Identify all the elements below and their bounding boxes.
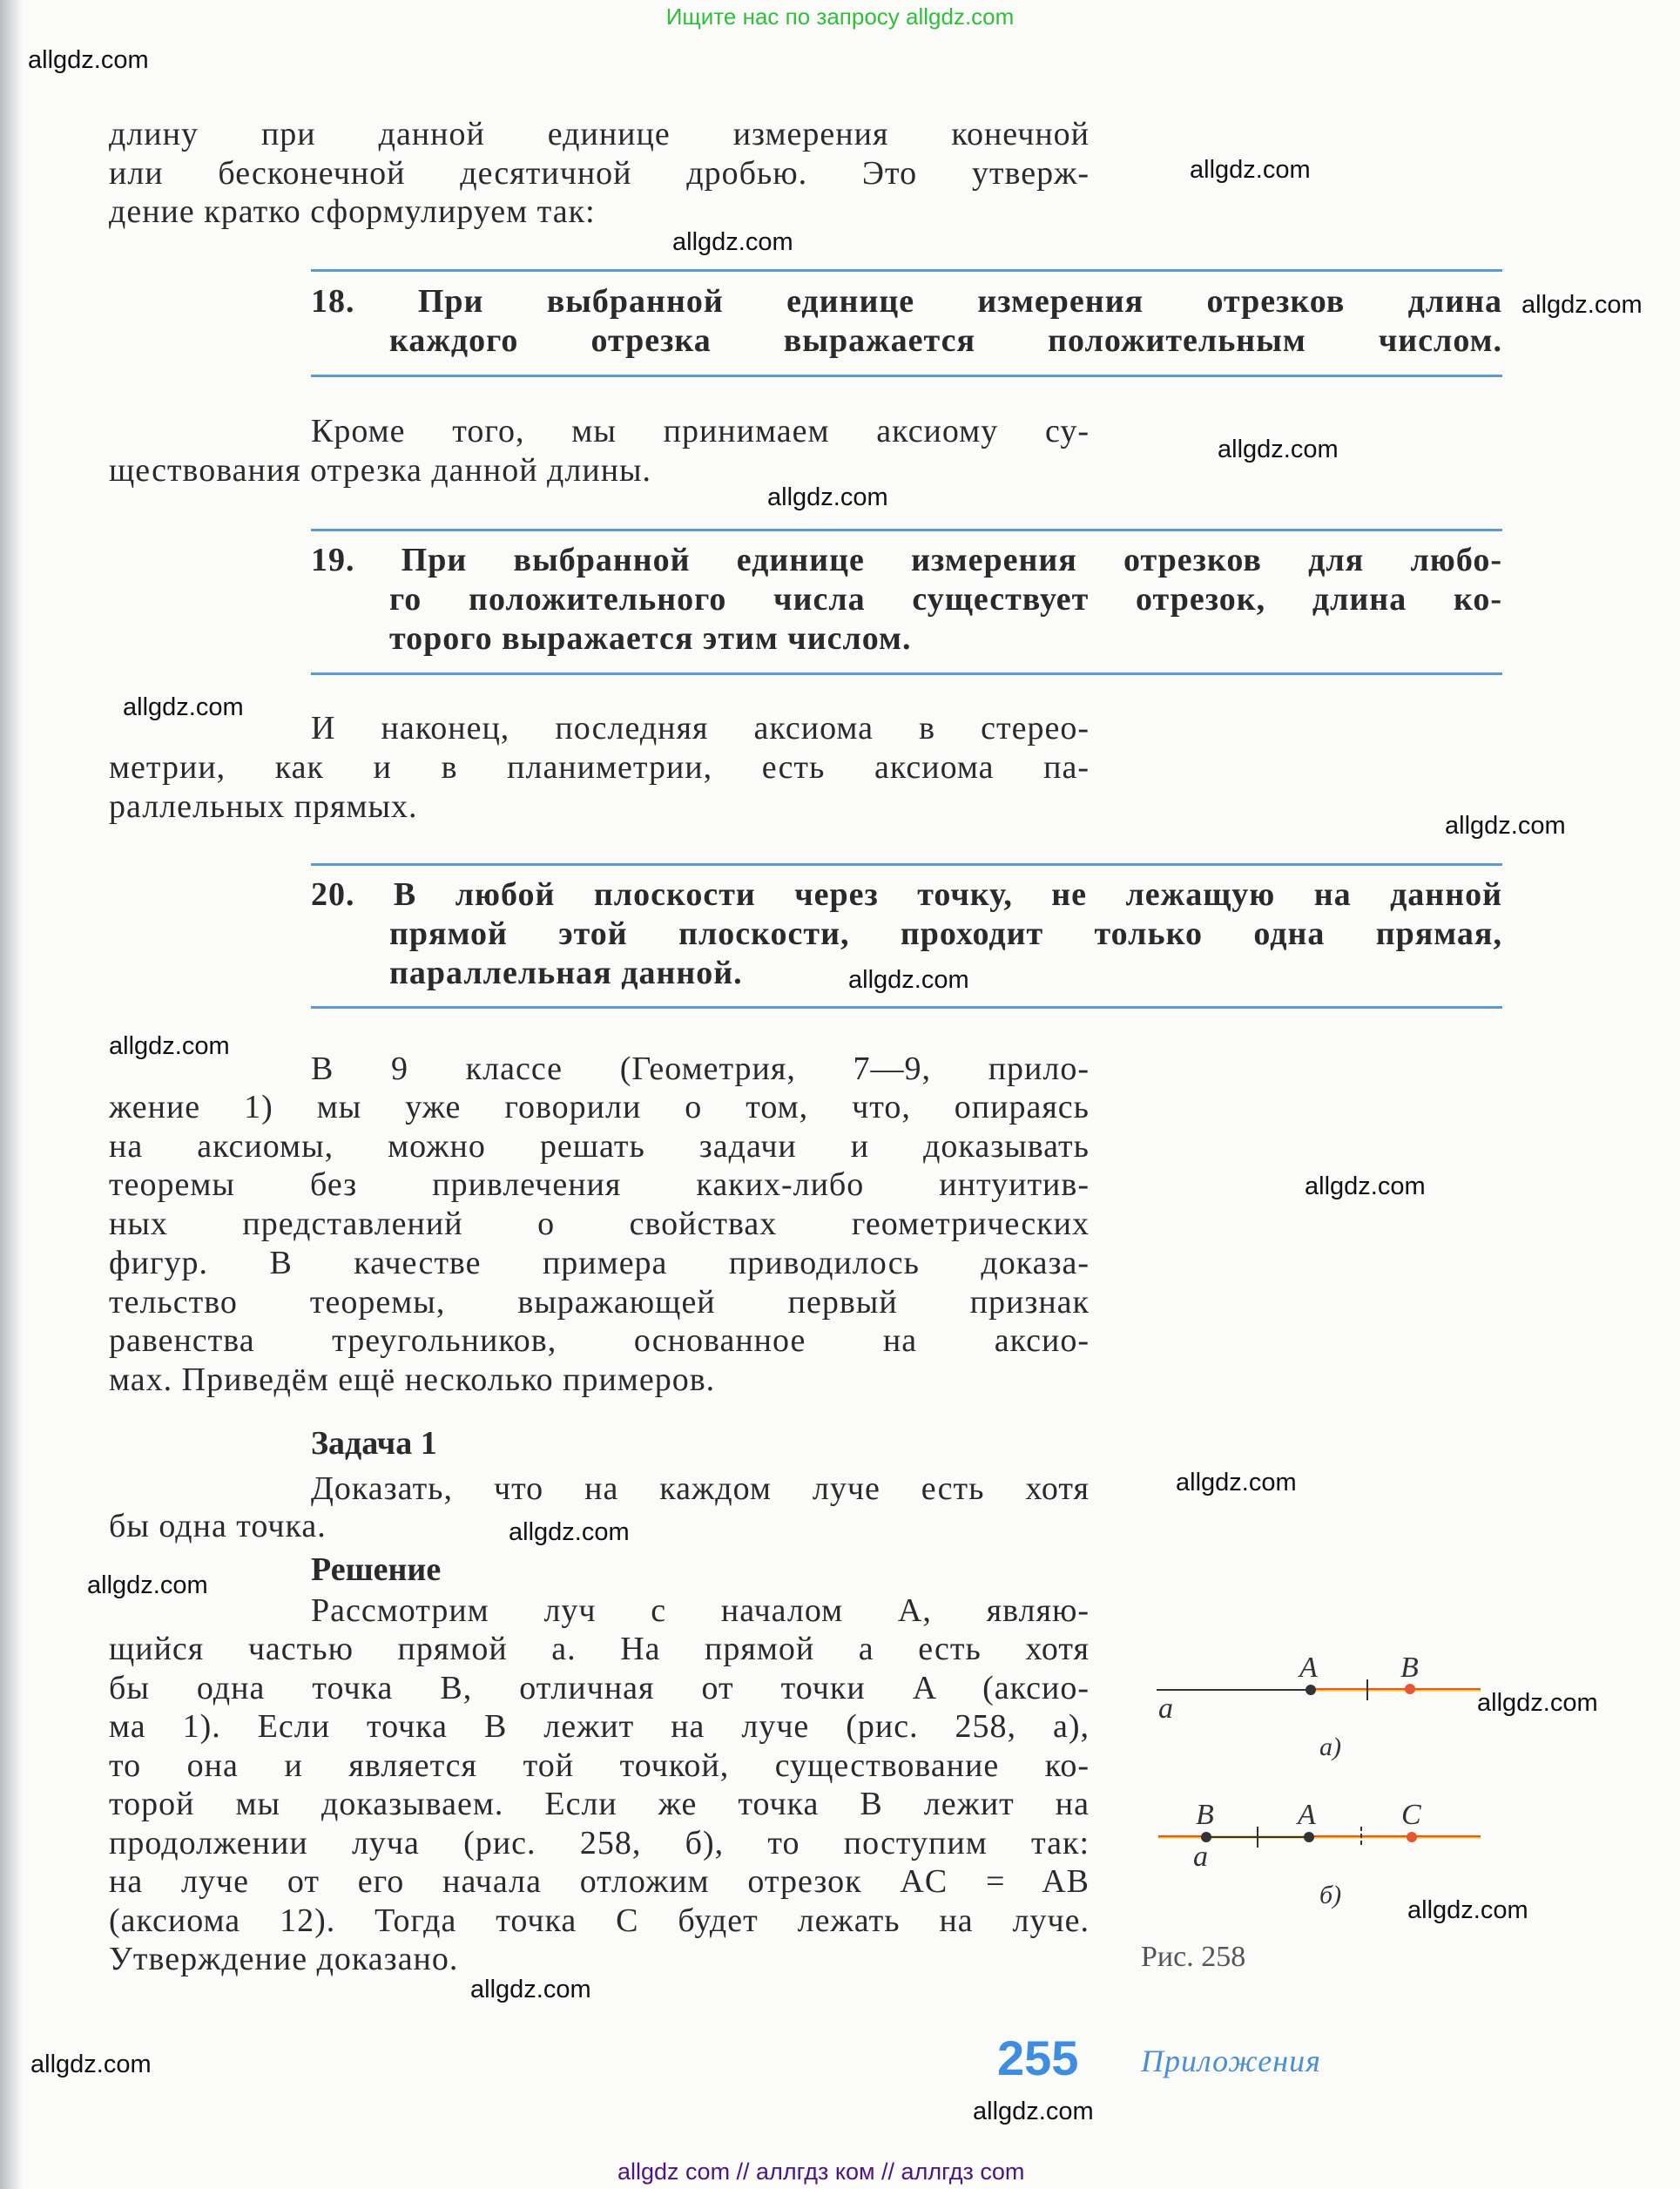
text-line: равенства треугольников, основанное на аксио- (109, 1322, 1090, 1359)
text-line: Доказать, что на каждом луче есть хотя (311, 1470, 1090, 1507)
text-line: ных представлений о свойствах геометрических (109, 1206, 1090, 1242)
watermark[interactable]: allgdz.com (1305, 1172, 1426, 1200)
watermark[interactable]: allgdz.com (28, 46, 149, 74)
text-line: Утверждение доказано. (109, 1941, 459, 1977)
text-line: метрии, как и в планиметрии, есть аксиома па- (109, 749, 1090, 786)
text-line: тельство теоремы, выражающей первый признак (109, 1284, 1090, 1321)
text-line: или бесконечной десятичной дробью. Это утверж- (109, 155, 1090, 192)
watermark[interactable]: allgdz.com (848, 966, 969, 994)
axiom-18-line: каждого отрезка выражается положительным числом. (389, 322, 1502, 359)
label-b: B (1400, 1652, 1419, 1684)
figure-caption: Рис. 258 (1141, 1941, 1246, 1973)
page-number: 255 (997, 2030, 1079, 2085)
watermark[interactable]: allgdz.com (767, 483, 888, 511)
text-line: теоремы без привлечения каких-либо интуитив- (109, 1166, 1090, 1203)
axiom-19-line: торого выражается этим числом. (389, 620, 912, 657)
site-footer-banner[interactable]: allgdz com // аллгдз ком // аллгдз com (617, 2159, 1025, 2185)
axiom-rule (311, 863, 1502, 866)
label-a: A (1299, 1652, 1318, 1684)
text-line: дение кратко сформулируем так: (109, 193, 596, 230)
axiom-20-line: прямой этой плоскости, проходит только одна прямая, (389, 915, 1502, 952)
watermark[interactable]: allgdz.com (123, 693, 244, 721)
point-a (1306, 1685, 1316, 1695)
text-line: бы одна точка. (109, 1508, 327, 1544)
watermark[interactable]: allgdz.com (1190, 156, 1311, 184)
section-title: Приложения (1141, 2044, 1321, 2078)
point-c (1407, 1832, 1417, 1842)
text-line: бы одна точка B, отличная от точки A (аксио- (109, 1670, 1090, 1706)
text-line: мах. Приведём ещё несколько примеров. (109, 1361, 716, 1398)
label-a: A (1298, 1799, 1316, 1831)
axiom-20-line: 20. В любой плоскости через точку, не лежащую на данной (311, 876, 1502, 913)
watermark[interactable]: allgdz.com (509, 1518, 630, 1546)
text-line: продолжении луча (рис. 258, б), то поступим так: (109, 1825, 1090, 1861)
text-line: на аксиомы, можно решать задачи и доказывать (109, 1128, 1090, 1165)
text-line: раллельных прямых. (109, 788, 418, 825)
watermark[interactable]: allgdz.com (1176, 1469, 1297, 1496)
text-line: торой мы доказываем. Если же точка B лежит на (109, 1786, 1090, 1822)
axiom-rule (311, 1006, 1502, 1009)
label-b: B (1196, 1799, 1214, 1831)
text-line: на луче от его начала отложим отрезок AC = AB (109, 1863, 1090, 1900)
watermark[interactable]: allgdz.com (30, 2050, 152, 2078)
axiom-18-line: 18. При выбранной единице измерения отрезков длина (311, 283, 1502, 320)
text-line: жение 1) мы уже говорили о том, что, опираясь (109, 1089, 1090, 1125)
text-line: ма 1). Если точка B лежит на луче (рис. 258, a), (109, 1708, 1090, 1745)
axiom-rule (311, 529, 1502, 531)
watermark[interactable]: allgdz.com (1218, 436, 1339, 463)
watermark[interactable]: allgdz.com (470, 1976, 591, 2003)
text-line: фигур. В качестве примера приводилось доказа- (109, 1245, 1090, 1281)
solution-title: Решение (311, 1551, 442, 1588)
site-header-banner[interactable]: Ищите нас по запросу allgdz.com (665, 3, 1015, 30)
point-a (1304, 1832, 1314, 1842)
axiom-19-line: го положительного числа существует отрезок, длина ко- (389, 581, 1502, 618)
point-b (1405, 1684, 1415, 1694)
text-line: (аксиома 12). Тогда точка C будет лежать на луче. (109, 1902, 1090, 1939)
text-line: то она и является той точкой, существование ко- (109, 1747, 1090, 1784)
label-line-a: a (1158, 1692, 1173, 1725)
watermark[interactable]: allgdz.com (1477, 1689, 1598, 1717)
axiom-rule (311, 269, 1502, 272)
axiom-20-line: параллельная данной. (389, 955, 743, 991)
page-edge-shadow (0, 0, 23, 2189)
watermark[interactable]: allgdz.com (672, 228, 793, 256)
text-line: В 9 классе (Геометрия, 7—9, прило- (311, 1051, 1090, 1087)
figure-258 (1132, 1638, 1533, 1934)
watermark[interactable]: allgdz.com (1445, 812, 1566, 840)
axiom-rule (311, 672, 1502, 675)
text-line: Кроме того, мы принимаем аксиому су- (311, 413, 1090, 449)
text-line: щийся частью прямой a. На прямой a есть хотя (109, 1631, 1090, 1667)
text-line: длину при данной единице измерения конечной (109, 116, 1090, 152)
watermark[interactable]: allgdz.com (1407, 1896, 1528, 1924)
text-line: И наконец, последняя аксиома в стерео- (311, 710, 1090, 747)
label-c: C (1401, 1799, 1421, 1831)
sublabel-a: a) (1319, 1733, 1341, 1761)
watermark[interactable]: allgdz.com (87, 1571, 208, 1599)
watermark[interactable]: allgdz.com (1521, 291, 1643, 319)
axiom-rule (311, 375, 1502, 377)
axiom-19-line: 19. При выбранной единице измерения отрезков для любо- (311, 542, 1502, 578)
task-title: Задача 1 (311, 1425, 437, 1462)
text-line: ществования отрезка данной длины. (109, 452, 652, 489)
label-line-a: a (1193, 1841, 1208, 1873)
watermark[interactable]: allgdz.com (109, 1032, 230, 1060)
sublabel-b: б) (1319, 1881, 1342, 1909)
text-line: Рассмотрим луч с началом A, являю- (311, 1592, 1090, 1629)
watermark[interactable]: allgdz.com (973, 2098, 1094, 2125)
